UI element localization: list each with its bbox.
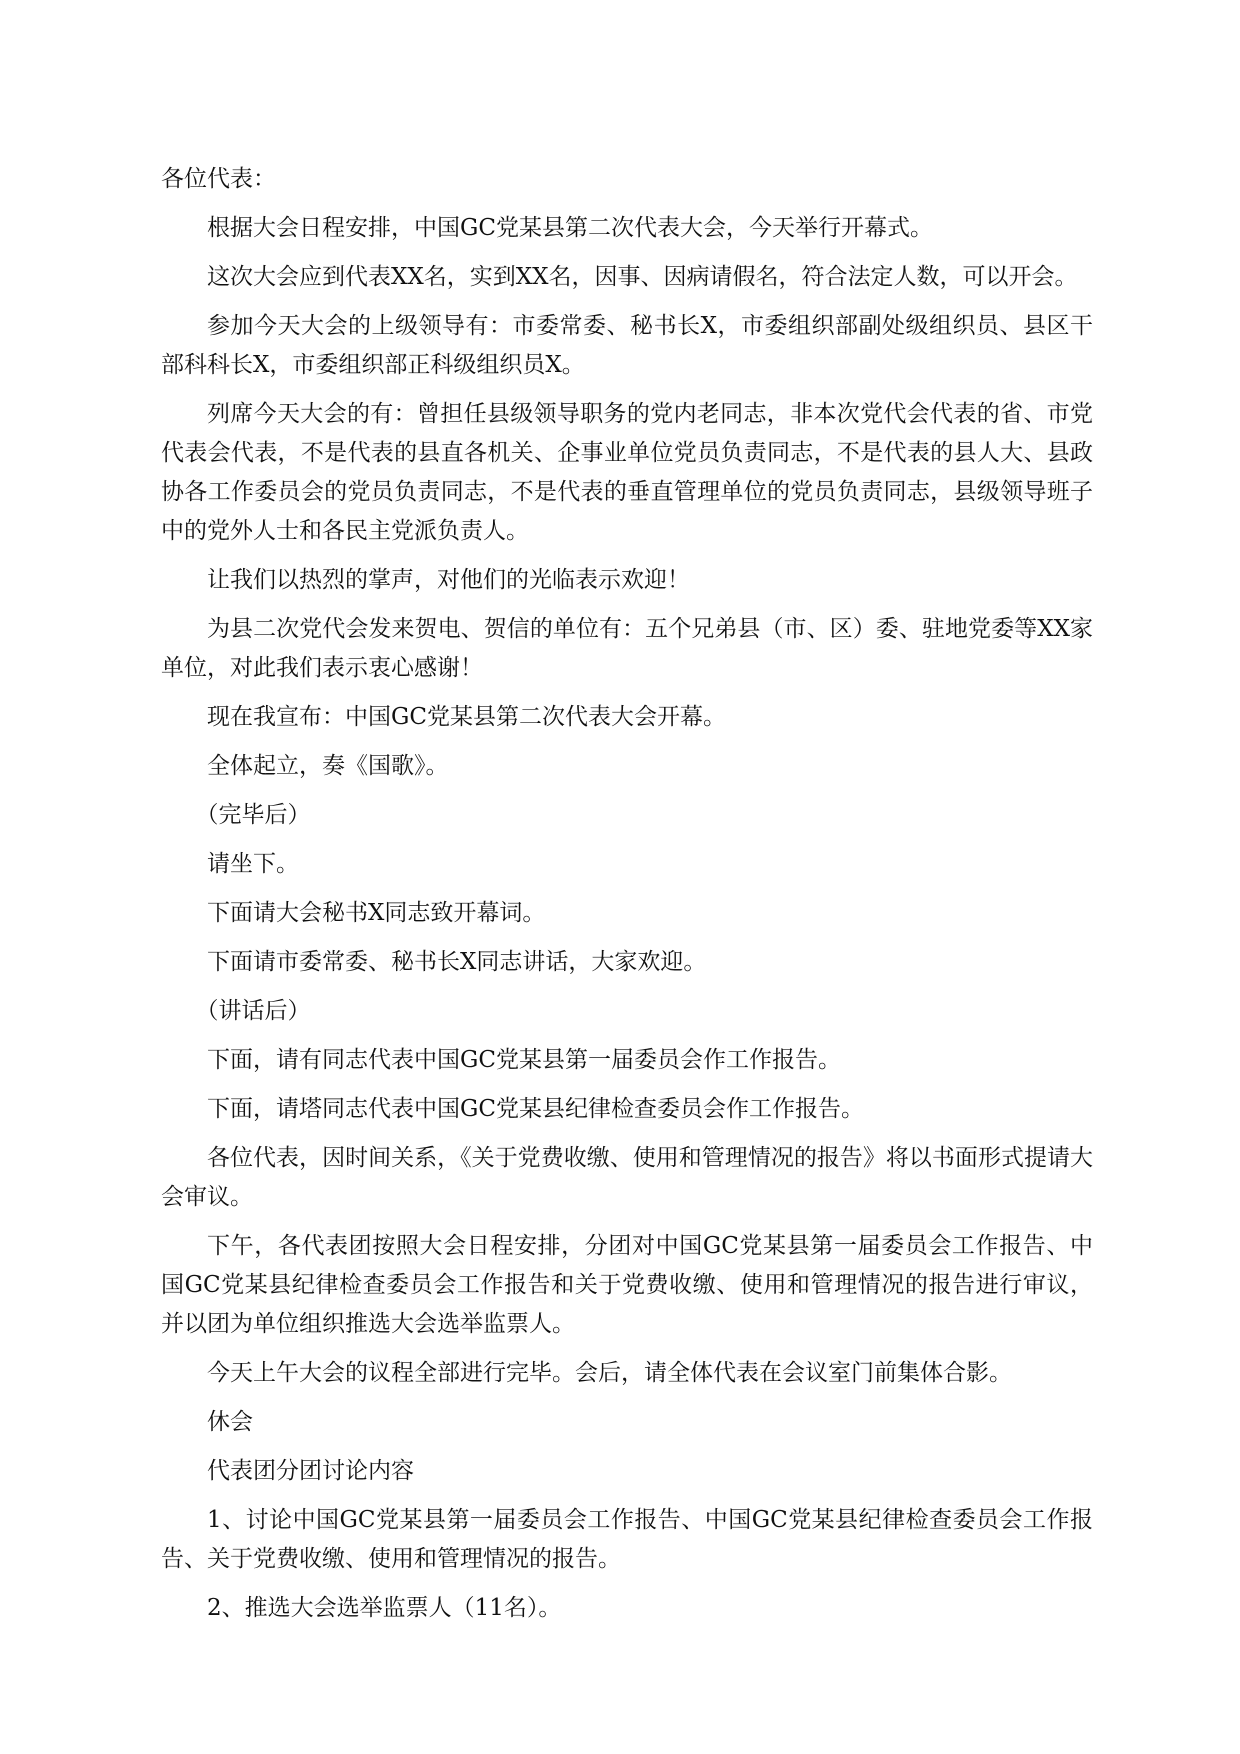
paragraph: 下面请市委常委、秘书长X同志讲话，大家欢迎。	[207, 949, 707, 975]
paragraph: 下面，请有同志代表中国GC党某县第一届委员会作工作报告。	[207, 1047, 841, 1073]
paragraph: 今天上午大会的议程全部进行完毕。会后，请全体代表在会议室门前集体合影。	[207, 1360, 1012, 1386]
salutation: 各位代表：	[161, 166, 276, 192]
recess-line: 休会	[207, 1409, 253, 1435]
paragraph: 列席今天大会的有：曾担任县级领导职务的党内老同志，非本次党代会代表的省、市党代表会代表，不是代表的县直各机关、企事业单位党员负责同志，不是代表的县人大、县政协各工作委员会的党员负责同志，不是代表的垂直管理单位的党员负责同志，县级领导班子中的党外人士和各民主党派负责人。	[161, 401, 1093, 544]
paragraph: 全体起立，奏《国歌》。	[207, 753, 449, 779]
stage-direction: （讲话后）	[195, 998, 311, 1024]
paragraph: 这次大会应到代表XX名，实到XX名，因事、因病请假名，符合法定人数，可以开会。	[207, 264, 1078, 290]
paragraph: 下午，各代表团按照大会日程安排，分团对中国GC党某县第一届委员会工作报告、中国GC党某县纪律检查委员会工作报告和关于党费收缴、使用和管理情况的报告进行审议，并以团为单位组织推选大会选举监票人。	[161, 1233, 1093, 1337]
document-page	[161, 160, 1093, 1638]
paragraph: 请坐下。	[207, 851, 299, 877]
paragraph: 为县二次党代会发来贺电、贺信的单位有：五个兄弟县（市、区）委、驻地党委等XX家单位，对此我们表示衷心感谢！	[161, 616, 1093, 681]
paragraph: 下面请大会秘书X同志致开幕词。	[207, 900, 546, 926]
paragraph: 现在我宣布：中国GC党某县第二次代表大会开幕。	[207, 704, 726, 730]
paragraph: 下面，请塔同志代表中国GC党某县纪律检查委员会作工作报告。	[207, 1096, 864, 1122]
list-item: 2、推选大会选举监票人（11名）。	[207, 1595, 562, 1621]
paragraph: 根据大会日程安排，中国GC党某县第二次代表大会，今天举行开幕式。	[207, 215, 933, 241]
list-item: 1、讨论中国GC党某县第一届委员会工作报告、中国GC党某县纪律检查委员会工作报告、关于党费收缴、使用和管理情况的报告。	[161, 1507, 1093, 1572]
stage-direction: （完毕后）	[195, 802, 311, 828]
paragraph: 各位代表，因时间关系，《关于党费收缴、使用和管理情况的报告》将以书面形式提请大会审议。	[161, 1145, 1093, 1210]
section-heading: 代表团分团讨论内容	[207, 1458, 414, 1484]
paragraph: 让我们以热烈的掌声，对他们的光临表示欢迎！	[207, 567, 690, 593]
paragraph: 参加今天大会的上级领导有：市委常委、秘书长X，市委组织部副处级组织员、县区干部科科长X，市委组织部正科级组织员X。	[161, 313, 1093, 378]
